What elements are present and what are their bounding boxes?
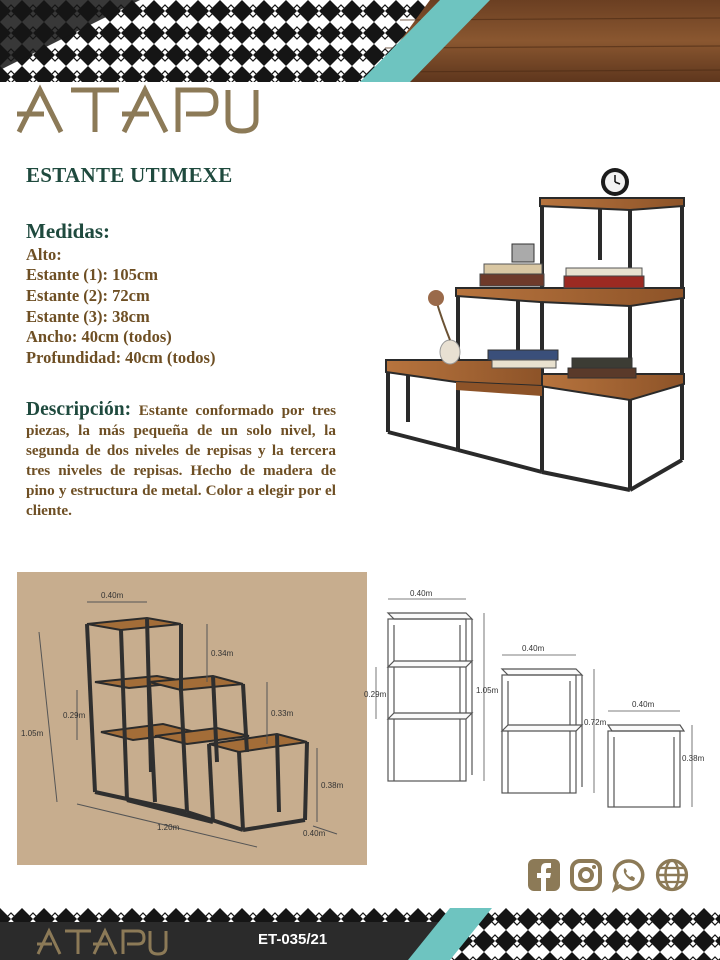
dimension-diagram-lines xyxy=(364,585,707,815)
spec-line: Ancho: 40cm (todos) xyxy=(26,327,172,346)
product-photo xyxy=(380,160,690,490)
spec-line: Estante (3): 38cm xyxy=(26,307,150,326)
dimension-diagram-3d xyxy=(17,572,367,865)
label-h3: 0.38m xyxy=(682,754,705,763)
label-h-second: 0.33m xyxy=(271,709,294,718)
product-title: ESTANTE UTIMEXE xyxy=(26,163,233,187)
atapu-logo xyxy=(16,84,260,136)
globe-icon[interactable] xyxy=(655,858,689,892)
spec-line: Estante (1): 105cm xyxy=(26,265,158,284)
description-text: Estante conformado por tres piezas, la más pequeña de un solo nivel, la segunda de dos niveles de repisas y la tercera tres niveles de repisas. Hecho de madera de pino y estructura de metal. Color a elegir por el cliente. xyxy=(26,402,337,519)
footer-logo xyxy=(36,928,168,956)
label-depth: 0.40m xyxy=(303,829,326,838)
label-w-top: 0.40m xyxy=(101,591,124,600)
label-h-mid-lines: 0.29m xyxy=(364,690,387,699)
whatsapp-icon[interactable] xyxy=(612,858,646,892)
label-w1: 0.40m xyxy=(410,589,433,598)
spec-line: Profundidad: 40cm (todos) xyxy=(26,348,216,367)
product-code: ET-035/21 xyxy=(258,931,328,948)
description xyxy=(26,400,336,521)
label-width: 1.20m xyxy=(157,823,180,832)
description-heading: Descripción: xyxy=(26,399,132,420)
header-banner xyxy=(0,0,720,82)
label-h-total: 1.05m xyxy=(21,729,44,738)
label-w2: 0.40m xyxy=(522,644,545,653)
label-h-mid: 0.29m xyxy=(63,711,86,720)
label-h-top: 0.34m xyxy=(211,649,234,658)
instagram-icon[interactable] xyxy=(569,858,603,892)
label-h1: 1.05m xyxy=(476,686,499,695)
spec-line: Estante (2): 72cm xyxy=(26,286,150,305)
spec-line: Alto: xyxy=(26,245,62,264)
facebook-icon[interactable] xyxy=(527,858,561,892)
medidas-heading: Medidas: xyxy=(26,219,110,243)
label-h-small: 0.38m xyxy=(321,781,344,790)
label-h2: 0.72m xyxy=(584,718,607,727)
label-w3: 0.40m xyxy=(632,700,655,709)
